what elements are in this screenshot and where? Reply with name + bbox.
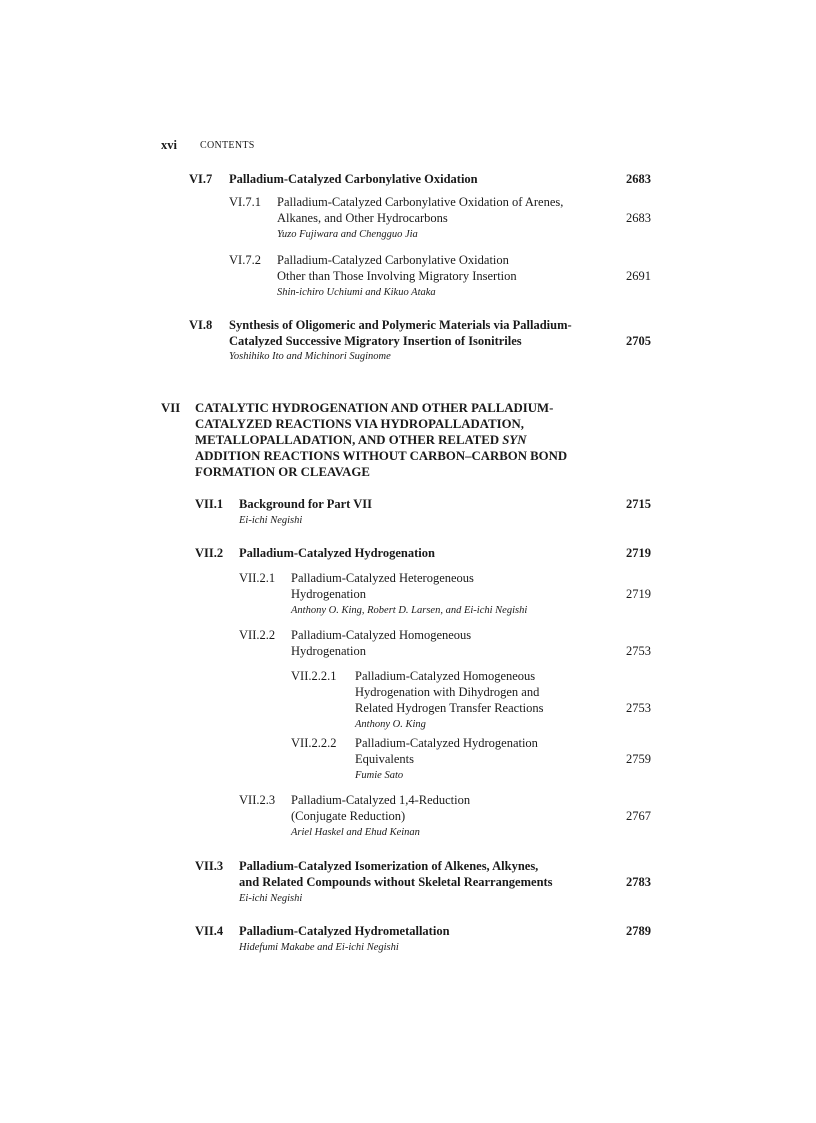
section-page: 2705: [626, 334, 651, 348]
authors: Anthony O. King: [355, 719, 426, 730]
section-page: 2683: [626, 172, 651, 186]
part-title-line: CATALYTIC HYDROGENATION AND OTHER PALLADIUM-: [195, 401, 554, 415]
subsubsection-number: VII.2.2.2: [291, 736, 337, 750]
running-title: CONTENTS: [200, 140, 255, 151]
subsection-title-line: (Conjugate Reduction): [291, 809, 406, 823]
subsection-title-line: Palladium-Catalyzed Heterogeneous: [291, 571, 474, 585]
subsection-title-line: Other than Those Involving Migratory Insertion: [277, 269, 517, 283]
subsection-title-line: Palladium-Catalyzed 1,4-Reduction: [291, 793, 471, 807]
part-title-line: [195, 432, 526, 449]
section-number: VII.4: [195, 924, 224, 938]
authors: Fumie Sato: [355, 770, 404, 781]
authors: Hidefumi Makabe and Ei-ichi Negishi: [239, 942, 399, 953]
section-title-line: Palladium-Catalyzed Isomerization of Alkenes, Alkynes,: [239, 859, 539, 873]
subsection-title-line: Hydrogenation: [291, 587, 366, 601]
authors: Ei-ichi Negishi: [239, 515, 303, 526]
authors: Anthony O. King, Robert D. Larsen, and Ei-ichi Negishi: [291, 605, 528, 616]
section-title: Palladium-Catalyzed Hydrometallation: [239, 924, 450, 938]
subsection-number: VII.2.1: [239, 571, 276, 585]
subsubsection-title-line: Equivalents: [355, 752, 415, 766]
section-number: VI.8: [189, 318, 213, 332]
subsubsection-title-line: Related Hydrogen Transfer Reactions: [355, 701, 544, 715]
section-title: Background for Part VII: [239, 497, 373, 511]
part-title-italic: SYN: [502, 433, 527, 447]
subsection-title-line: Palladium-Catalyzed Homogeneous: [291, 628, 472, 642]
subsubsection-title-line: Palladium-Catalyzed Hydrogenation: [355, 736, 538, 750]
subsubsection-page: 2753: [626, 701, 651, 715]
section-title: Palladium-Catalyzed Hydrogenation: [239, 546, 435, 560]
page-number: xvi: [161, 138, 177, 152]
subsection-title-line: Alkanes, and Other Hydrocarbons: [277, 211, 448, 225]
section-title-line: Synthesis of Oligomeric and Polymeric Materials via Palladium-: [229, 318, 572, 332]
subsubsection-title-line: Hydrogenation with Dihydrogen and: [355, 685, 540, 699]
subsection-number: VII.2.3: [239, 793, 276, 807]
authors: Yoshihiko Ito and Michinori Suginome: [229, 351, 391, 362]
authors: Ariel Haskel and Ehud Keinan: [291, 827, 420, 838]
section-page: 2715: [626, 497, 651, 511]
subsection-title-line: Palladium-Catalyzed Carbonylative Oxidation of Arenes,: [277, 195, 564, 209]
section-page: 2719: [626, 546, 651, 560]
authors: Yuzo Fujiwara and Chengguo Jia: [277, 229, 418, 240]
subsubsection-number: VII.2.2.1: [291, 669, 337, 683]
section-number: VII.1: [195, 497, 224, 511]
part-number: VII: [161, 401, 181, 415]
section-number: VI.7: [189, 172, 213, 186]
subsection-page: 2753: [626, 644, 651, 658]
authors: Shin-ichiro Uchiumi and Kikuo Ataka: [277, 287, 436, 298]
subsection-page: 2691: [626, 269, 651, 283]
section-page: 2783: [626, 875, 651, 889]
subsection-title-line: Hydrogenation: [291, 644, 366, 658]
subsubsection-title-line: Palladium-Catalyzed Homogeneous: [355, 669, 536, 683]
section-number: VII.2: [195, 546, 224, 560]
part-title-line: FORMATION OR CLEAVAGE: [195, 465, 370, 479]
authors: Ei-ichi Negishi: [239, 893, 303, 904]
section-title-line: Catalyzed Successive Migratory Insertion of Isonitriles: [229, 334, 522, 348]
subsection-page: 2683: [626, 211, 651, 225]
subsection-title-line: Palladium-Catalyzed Carbonylative Oxidation: [277, 253, 509, 267]
section-page: 2789: [626, 924, 651, 938]
part-title-line: ADDITION REACTIONS WITHOUT CARBON–CARBON BOND: [195, 449, 568, 463]
part-title-text: METALLOPALLADATION, AND OTHER RELATED: [195, 433, 503, 447]
subsection-page: 2767: [626, 809, 651, 823]
part-title-line: CATALYZED REACTIONS VIA HYDROPALLADATION,: [195, 417, 524, 431]
subsubsection-page: 2759: [626, 752, 651, 766]
section-title-line: and Related Compounds without Skeletal Rearrangements: [239, 875, 553, 889]
section-title: Palladium-Catalyzed Carbonylative Oxidation: [229, 172, 478, 186]
subsection-page: 2719: [626, 587, 651, 601]
subsection-number: VI.7.1: [229, 195, 261, 209]
subsection-number: VII.2.2: [239, 628, 276, 642]
section-number: VII.3: [195, 859, 224, 873]
subsection-number: VI.7.2: [229, 253, 261, 267]
